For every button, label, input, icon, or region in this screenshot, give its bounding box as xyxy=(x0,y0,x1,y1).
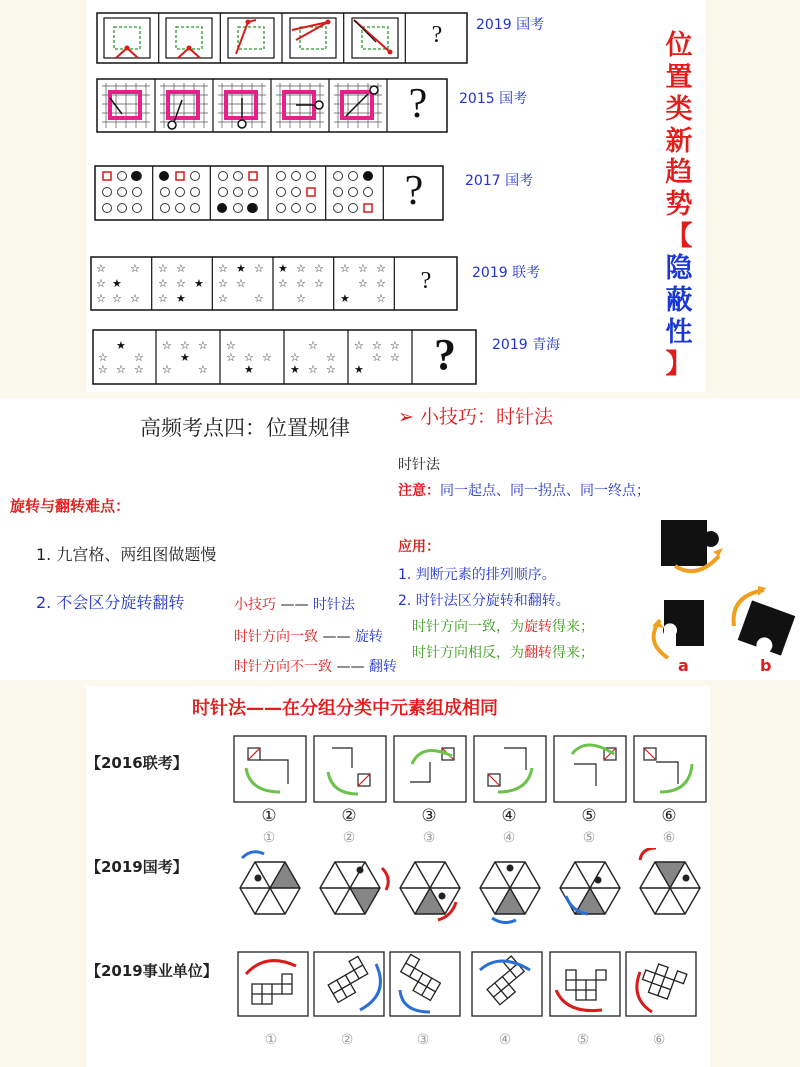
svg-text:☆: ☆ xyxy=(340,262,350,275)
question-mark: ? xyxy=(431,22,443,48)
svg-text:☆: ☆ xyxy=(218,262,228,275)
svg-text:☆: ☆ xyxy=(244,351,254,364)
option-number: ⑥ xyxy=(652,1032,666,1048)
svg-text:☆: ☆ xyxy=(376,262,386,275)
svg-text:☆: ☆ xyxy=(96,277,106,290)
svg-text:☆: ☆ xyxy=(390,339,400,352)
svg-text:☆: ☆ xyxy=(296,262,306,275)
tip-left: 小技巧 xyxy=(234,597,276,613)
svg-text:☆: ☆ xyxy=(296,292,306,305)
svg-text:☆: ☆ xyxy=(98,363,108,376)
svg-text:☆: ☆ xyxy=(130,292,140,305)
same-note-b: 旋转 xyxy=(524,619,552,635)
svg-text:☆: ☆ xyxy=(158,292,168,305)
diff-left: 时针方向不一致 xyxy=(234,659,332,675)
option-number: ② xyxy=(342,830,356,846)
piece-a-label: a xyxy=(678,656,689,675)
svg-text:☆: ☆ xyxy=(372,351,382,364)
row-label-2016: 【2016联考】 xyxy=(86,754,188,772)
svg-text:☆: ☆ xyxy=(112,292,122,305)
note-line xyxy=(398,480,650,500)
svg-text:☆: ☆ xyxy=(176,277,186,290)
position-rule-panel xyxy=(0,398,800,680)
apply-item-2: 2. 时针法区分旋转和翻转。 xyxy=(398,593,570,609)
row-2016-figures xyxy=(232,734,710,806)
svg-text:☆: ☆ xyxy=(98,351,108,364)
svg-text:☆: ☆ xyxy=(218,277,228,290)
tip-title-text: 小技巧：时针法 xyxy=(419,406,553,428)
same-note-a: 时针方向一致，为 xyxy=(412,619,524,635)
row-label-2019-shiye: 【2019事业单位】 xyxy=(86,962,218,980)
svg-text:☆: ☆ xyxy=(158,277,168,290)
difficulty-point-1: 1. 九宫格、两组图做题慢 xyxy=(36,545,217,564)
svg-text:★: ★ xyxy=(180,351,190,364)
apply-item-1: 1. 判断元素的排列顺序。 xyxy=(398,567,556,583)
diff-dash: —— xyxy=(336,659,365,675)
tip-line xyxy=(234,594,355,614)
bracket-open: 【 xyxy=(665,221,693,253)
svg-text:★: ★ xyxy=(236,262,246,275)
row-2015-guokao xyxy=(96,78,448,137)
svg-text:☆: ☆ xyxy=(162,339,172,352)
svg-text:☆: ☆ xyxy=(96,292,106,305)
row-label: 2019 国考 xyxy=(476,17,545,33)
svg-text:★: ★ xyxy=(116,339,126,352)
note-label: 注意： xyxy=(398,483,440,499)
piece-b-label: b xyxy=(760,656,772,675)
opp-note-a: 时针方向相反，为 xyxy=(412,645,524,661)
svg-text:☆: ☆ xyxy=(372,339,382,352)
option-number: ⑤ xyxy=(576,1032,590,1048)
bracket-close: 】 xyxy=(665,348,693,380)
arrow-icon: ➢ xyxy=(398,406,414,428)
svg-text:★: ★ xyxy=(278,262,288,275)
option-number: ① xyxy=(262,830,276,846)
svg-text:☆: ☆ xyxy=(162,363,172,376)
svg-text:☆: ☆ xyxy=(130,262,140,275)
svg-text:☆: ☆ xyxy=(390,351,400,364)
difficulty-point-2: 2. 不会区分旋转翻转 xyxy=(36,593,185,612)
same-direction-note xyxy=(412,616,594,636)
opp-note-c: 得来； xyxy=(552,645,594,661)
option-number: ④ xyxy=(498,1032,512,1048)
opposite-direction-note xyxy=(412,642,594,662)
svg-text:☆: ☆ xyxy=(134,351,144,364)
note-text: 同一起点、同一拐点、同一终点； xyxy=(440,483,650,499)
same-dash: —— xyxy=(322,629,351,645)
row-2017-guokao xyxy=(94,165,444,225)
row-label: 2019 联考 xyxy=(472,265,541,281)
question-mark: ? xyxy=(408,81,428,127)
difficulty-title: 旋转与翻转难点： xyxy=(10,497,131,515)
svg-text:☆: ☆ xyxy=(116,363,126,376)
svg-text:☆: ☆ xyxy=(290,351,300,364)
svg-text:☆: ☆ xyxy=(262,351,272,364)
row-2019-shiye-figures xyxy=(236,950,706,1022)
svg-text:★: ★ xyxy=(354,363,364,376)
row-2019-qinghai xyxy=(92,329,477,389)
svg-text:★: ★ xyxy=(176,292,186,305)
row-label-2019-guokao: 【2019国考】 xyxy=(86,858,188,876)
trend-panel xyxy=(86,0,706,392)
method-name: 时针法 xyxy=(398,457,440,473)
svg-text:☆: ☆ xyxy=(308,363,318,376)
puzzle-piece-original xyxy=(655,516,730,576)
row-label: 2015 国考 xyxy=(459,91,528,107)
tip-right: 时针法 xyxy=(312,597,355,613)
svg-text:☆: ☆ xyxy=(134,363,144,376)
diff-right: 翻转 xyxy=(368,659,397,675)
svg-text:☆: ☆ xyxy=(180,339,190,352)
clock-method-panel xyxy=(86,686,710,1067)
svg-text:☆: ☆ xyxy=(254,292,264,305)
row-label: 2019 青海 xyxy=(492,337,561,353)
question-mark: ? xyxy=(404,168,424,214)
svg-text:☆: ☆ xyxy=(354,339,364,352)
svg-text:☆: ☆ xyxy=(376,277,386,290)
svg-text:☆: ☆ xyxy=(236,277,246,290)
same-direction-line xyxy=(234,626,383,646)
svg-text:☆: ☆ xyxy=(326,363,336,376)
svg-text:☆: ☆ xyxy=(358,277,368,290)
svg-text:☆: ☆ xyxy=(226,351,236,364)
option-number: ④ xyxy=(501,806,517,826)
tip-title xyxy=(398,402,553,429)
same-note-c: 得来； xyxy=(552,619,594,635)
svg-text:☆: ☆ xyxy=(226,339,236,352)
option-number: ⑥ xyxy=(662,830,676,846)
svg-text:☆: ☆ xyxy=(218,292,228,305)
question-mark: ? xyxy=(420,268,432,294)
svg-text:☆: ☆ xyxy=(176,262,186,275)
tip-dash: —— xyxy=(280,597,309,613)
row-2019-hexagons xyxy=(230,848,710,928)
apply-label: 应用： xyxy=(398,539,440,555)
side-title-line1: 位置类新趋势 xyxy=(665,30,693,221)
svg-text:☆: ☆ xyxy=(376,292,386,305)
side-title-line2: 隐蔽性 xyxy=(665,253,693,348)
diff-direction-line xyxy=(234,656,397,676)
row-2019-guokao xyxy=(96,12,468,68)
svg-text:☆: ☆ xyxy=(326,351,336,364)
option-number: ② xyxy=(341,806,357,826)
svg-text:☆: ☆ xyxy=(314,277,324,290)
question-mark: ? xyxy=(434,330,456,379)
option-number: ① xyxy=(261,806,277,826)
option-number: ⑥ xyxy=(661,806,677,826)
svg-text:☆: ☆ xyxy=(96,262,106,275)
svg-text:★: ★ xyxy=(340,292,350,305)
option-number: ⑤ xyxy=(581,806,597,826)
section-heading: 高频考点四：位置规律 xyxy=(140,416,350,440)
same-left: 时针方向一致 xyxy=(234,629,318,645)
option-number: ② xyxy=(340,1032,354,1048)
svg-text:☆: ☆ xyxy=(278,277,288,290)
svg-text:☆: ☆ xyxy=(158,262,168,275)
option-number: ① xyxy=(264,1032,278,1048)
svg-text:★: ★ xyxy=(112,277,122,290)
bottom-title: 时针法——在分组分类中元素组成相同 xyxy=(192,698,498,719)
svg-text:☆: ☆ xyxy=(198,363,208,376)
option-number: ④ xyxy=(502,830,516,846)
side-title xyxy=(662,30,696,380)
svg-text:★: ★ xyxy=(290,363,300,376)
svg-text:☆: ☆ xyxy=(254,262,264,275)
svg-text:★: ★ xyxy=(194,277,204,290)
svg-text:☆: ☆ xyxy=(314,262,324,275)
svg-text:☆: ☆ xyxy=(198,339,208,352)
row-label: 2017 国考 xyxy=(465,173,534,189)
option-number: ③ xyxy=(422,830,436,846)
opp-note-b: 翻转 xyxy=(524,645,552,661)
row-2019-liankao xyxy=(90,256,458,315)
svg-text:☆: ☆ xyxy=(296,277,306,290)
option-number: ③ xyxy=(416,1032,430,1048)
option-number: ⑤ xyxy=(582,830,596,846)
same-right: 旋转 xyxy=(354,629,383,645)
svg-text:★: ★ xyxy=(244,363,254,376)
option-number: ③ xyxy=(421,806,437,826)
svg-text:☆: ☆ xyxy=(308,339,318,352)
svg-text:☆: ☆ xyxy=(358,262,368,275)
